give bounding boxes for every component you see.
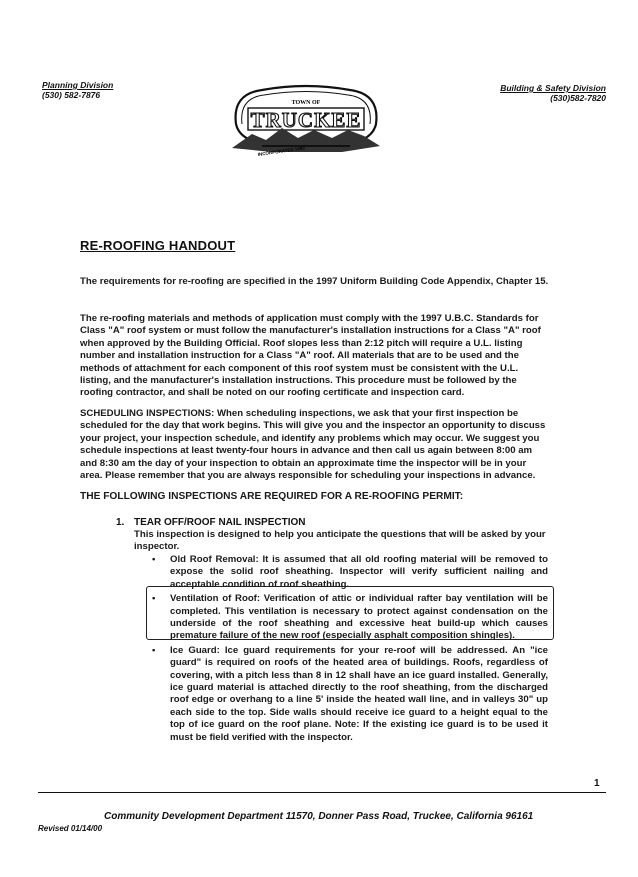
page-number: 1 — [594, 778, 600, 789]
scheduling-heading: SCHEDULING INSPECTIONS: — [80, 408, 215, 419]
logo-top-text: TOWN OF — [291, 100, 321, 106]
section-intro: This inspection is designed to help you anticipate the questions that will be asked by your inspector. — [134, 529, 546, 553]
town-of-truckee-logo — [222, 80, 390, 160]
section-title: TEAR OFF/ROOF NAIL INSPECTION — [134, 517, 306, 528]
bullet-dot: • — [152, 554, 156, 565]
building-safety-phone: (530)582-7820 — [550, 93, 606, 103]
revised-date: Revised 01/14/00 — [38, 824, 103, 833]
logo-bottom-text: INCORPORATED 1993 — [257, 145, 306, 157]
building-safety-contact — [500, 83, 606, 103]
bullet-text: Ice Guard: Ice guard requirements for your re-roof will be addressed. An "ice guard" is required on roofs of the heated area of buildings. Roofs, regardless of covering, with a pitch less than 8 in 12 shall have an ice guard installed. Generally, ice guard material is attached directly to the roof sheathing, from the discharged roof edge or overhang to a line 5' inside the heated wall line, and in valleys 30" up each side to the top. Side walls should receive ice guard to a height equal to the top of ice guard on the roof plane. Note: If the existing ice guard is to be used it must be field verified with the inspector. — [170, 644, 548, 743]
ventilation-highlight-box — [146, 586, 554, 640]
bullet-ice-guard — [152, 645, 548, 744]
planning-division-label: Planning Division — [42, 80, 114, 90]
planning-division-phone: (530) 582-7876 — [42, 90, 101, 100]
paragraph-scheduling — [80, 408, 550, 482]
scheduling-body: When scheduling inspections, we ask that your first inspection be scheduled for the day that work begins. This will give you and the inspector an opportunity to discuss your project, your inspection schedule, and identify any problems which may occur. We suggest you schedule inspections at least twenty-four hours in advance and then call us again between 8:00 am and 8:30 am the day of your inspection to obtain an approximate time the inspector will be in your area. Please remember that you are always responsible for scheduling your inspections in advance. — [80, 408, 546, 482]
building-safety-label: Building & Safety Division — [500, 83, 606, 93]
paragraph-code-requirements: The requirements for re-roofing are specified in the 1997 Uniform Building Code Appendix, Chapter 15. — [80, 276, 549, 287]
planning-division-contact — [42, 80, 113, 100]
bullet-dot: • — [152, 644, 156, 656]
bullet-text: Ventilation of Roof: Verification of attic or individual rafter bay ventilation will be completed. This ventilation is necessary to protect against condensation on the underside of the roof sheathing and excessive heat build-up which causes premature failure of the new roof (especially asphalt composition shingles). — [170, 593, 548, 642]
logo-name: TRUCKEE — [250, 108, 362, 132]
document-title: RE-ROOFING HANDOUT — [80, 238, 236, 253]
paragraph-materials-methods: The re-roofing materials and methods of application must comply with the 1997 U.B.C. Standards for Class "A" roof system or must follow the manufacturer's installation instructions for a Class "A" roof when approved by the Building Official. Roof slopes less than 2:12 pitch will require a U.L. listing number and installation instruction for a Class "A" roof. All materials that are to be used and the methods of attachment for each component of this roof system must be consistent with the U.L. listing, and the manufacturer's installation instructions. This procedure must be followed by the roofing contractor, and shall be noted on our roofing certificate and inspection card. — [80, 313, 541, 399]
footer-rule — [38, 792, 606, 793]
section-number: 1. — [116, 517, 125, 528]
footer-address: Community Development Department 11570, Donner Pass Road, Truckee, California 96161 — [104, 811, 534, 822]
bullet-text: Old Roof Removal: It is assumed that all old roofing material will be removed to expose the solid roof sheathing. Inspector will verify sufficient nailing and acceptable condition of roof sheathing. — [170, 554, 548, 590]
bullet-dot: • — [152, 593, 156, 605]
inspection-bullet-list — [152, 554, 548, 746]
required-inspections-heading: THE FOLLOWING INSPECTIONS ARE REQUIRED FOR A RE-ROOFING PERMIT: — [80, 491, 464, 502]
